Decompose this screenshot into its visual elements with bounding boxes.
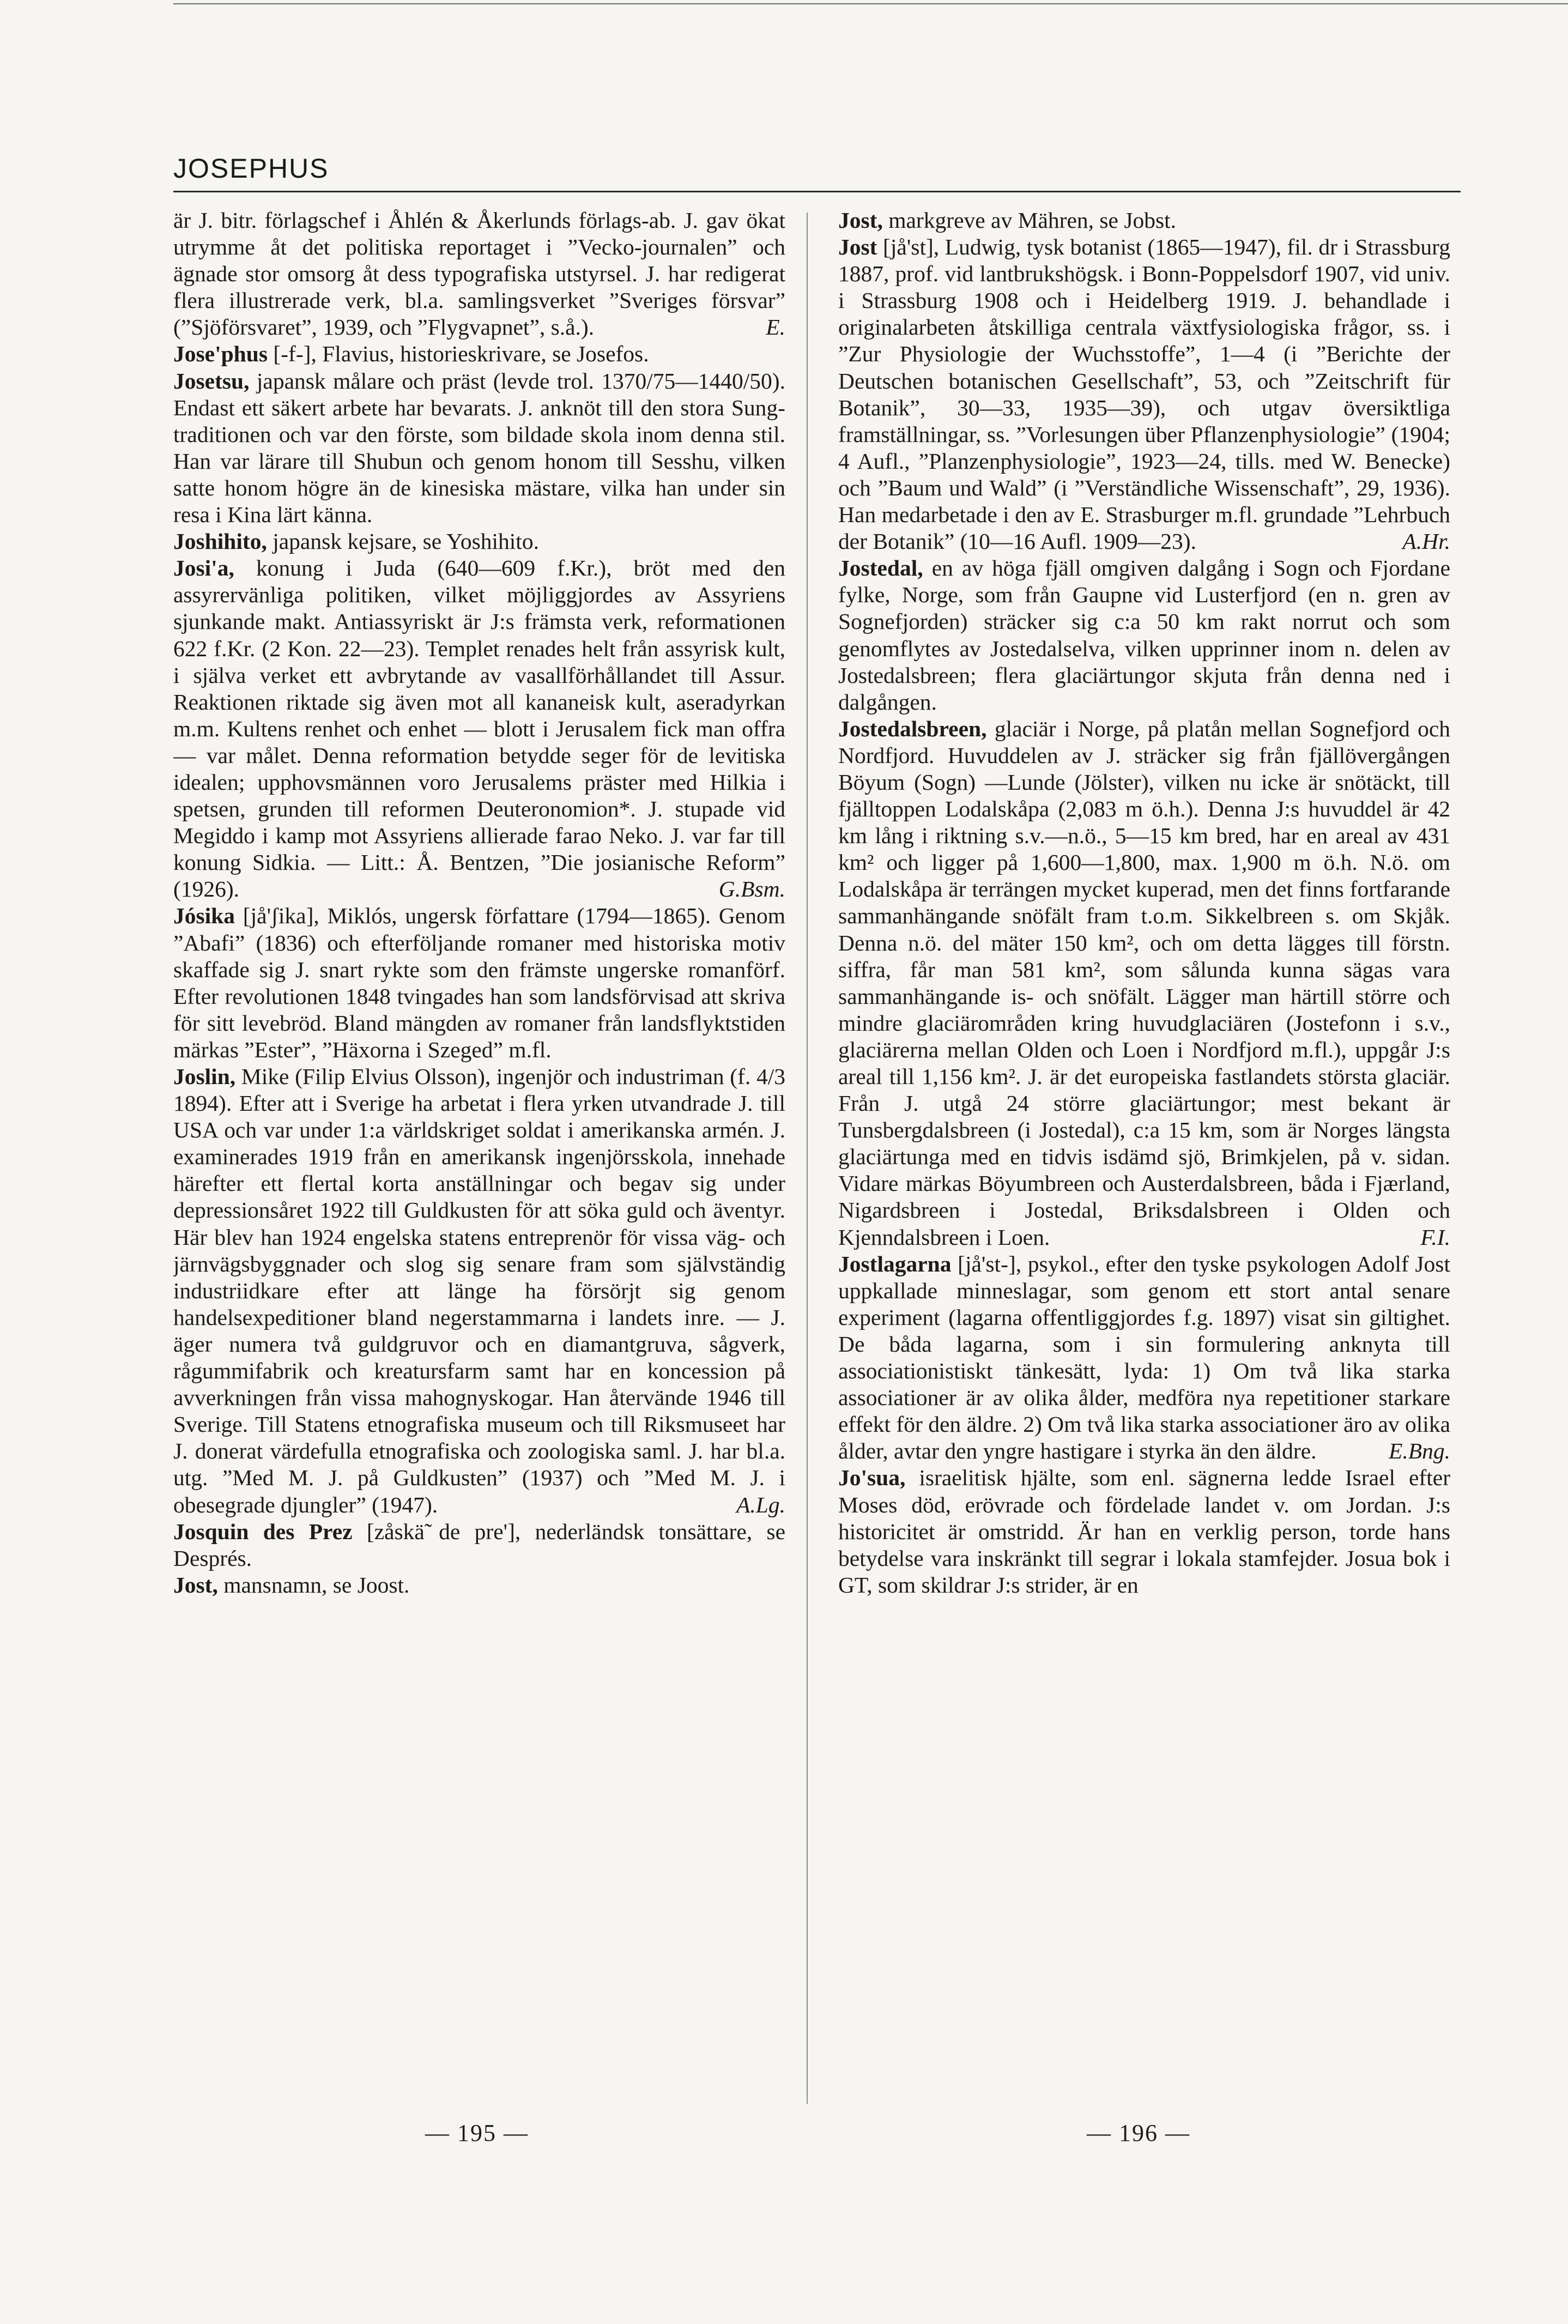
header-rule <box>173 191 1461 192</box>
entry-text: [jå'ʃika], Miklós, ungersk författare (1794—1865). Genom ”Abafi” (1836) och efterföljande romaner med historiska motiv skaffade sig J. snart rykte som den främste ungerske romanförf. Efter revolutionen 1848 tvingades han som landsförvisad att skriva för sitt levebröd. Bland mängden av romaner från landsflyktstiden märkas ”Ester”, ”Häxorna i Szeged” m.fl. <box>173 903 785 1062</box>
entry-headword: Jost, <box>838 208 883 233</box>
entry-text: är J. bitr. förlagschef i Åhlén & Åkerlunds förlags-ab. J. gav ökat utrymme åt det politiska reportaget i ”Vecko-journalen” och ägnade stor omsorg åt dess typografiska utstyrsel. J. har redigerat flera illustrerade verk, bl.a. samlingsverket ”Sveriges försvar” (”Sjöförsvaret”, 1939, och ”Flygvapnet”, s.å.). <box>173 208 785 340</box>
entry-text: Mike (Filip Elvius Olsson), ingenjör och industriman (f. 4/3 1894). Efter att i Sverige ha arbetat i flera yrken utvandrade J. till USA och var under 1:a världskriget soldat i amerikanska armén. J. examinerades 1919 från en amerikansk ingenjörsskola, innehade härefter ett flertal korta anställningar och begav sig under depressionsåret 1922 till Guldkusten för att söka guld och äventyr. Här blev han 1924 engelska statens entreprenör för vissa väg- och järnvägsbyggnader och slog sig senare fram som självständig industriidkare efter att länge ha försörjt sig genom handelsexpeditioner bland negerstammarna i landets inre. — J. äger numera två guldgruvor och en diamantgruva, sågverk, rågummifabrik och kreatursfarm samt har en koncession på avverkningen från vissa mahognyskogar. Han återvände 1946 till Sverige. Till Statens etnografiska museum och till Riksmuseet har J. donerat värdefulla etnografiska och zoologiska saml. J. har bl.a. utg. ”Med M. J. på Guldkusten” (1937) och ”Med M. J. i obesegrade djungler” (1947). <box>173 1064 785 1517</box>
column-divider <box>807 213 808 2104</box>
article-entry <box>838 1251 1450 1465</box>
entry-headword: Jost <box>838 234 877 260</box>
entry-headword: Jo'sua, <box>838 1465 906 1491</box>
entry-text: japansk kejsare, se Yoshihito. <box>273 529 539 554</box>
entry-headword: Josquin des Prez <box>173 1518 353 1544</box>
entry-headword: Jostedal, <box>838 555 923 581</box>
article-entry <box>173 368 785 529</box>
entry-text: mansnamn, se Joost. <box>223 1572 410 1597</box>
entry-headword: Jostlagarna <box>838 1251 952 1276</box>
article-entry <box>173 1572 785 1599</box>
author-signature: E. <box>766 314 785 340</box>
entry-text: en av höga fjäll omgiven dalgång i Sogn och Fjordane fylke, Norge, som från Gaupne vid Lusterfjord (en n. gren av Sognefjorden) sträcker sig c:a 50 km rakt norrut och som genomflytes av Jostedalselva, vilken upprinner inom n. delen av Jostedalsbreen; flera glaciärtungor skjuta från denna ned i dalgången. <box>838 555 1450 715</box>
article-entry <box>838 1464 1450 1598</box>
entry-text: glaciär i Norge, på platån mellan Sognefjord och Nordfjord. Huvuddelen av J. sträcker sig från fjällövergången Böyum (Sogn) —Lunde (Jölster), vilken nu icke är snötäckt, till fjälltoppen Lodalskåpa (2,083 m ö.h.). Denna J:s huvuddel är 42 km lång i riktning s.v.—n.ö., 5—15 km bred, har en areal av 431 km² och ligger på 1,600—1,800, max. 1,900 m ö.h. N.ö. om Lodalskåpa är terrängen mycket kuperad, men det finns fortfarande sammanhängande snöfält fram t.o.m. Sikkelbreen s. om Skjåk. Denna n.ö. del mäter 150 km², och om detta lägges till förstn. siffra, får man 581 km², som sålunda kunna sägas vara sammanhängande is- och snöfält. Lägger man härtill större och mindre glaciärområden kring huvudglaciären (Jostefonn i s.v., glaciärerna mellan Olden och Loen i Nordfjord m.fl.), uppgår J:s areal till 1,156 km². J. är det europeiska fastlandets största glaciär. Från J. utgå 24 större glaciärtungor; mest bekant är Tunsbergdalsbreen (i Jostedal), c:a 15 km, som är Norges längsta glaciärtunga med en tidvis isdämd sjö, Brimkjelen, på v. sidan. Vidare märkas Böyumbreen och Austerdalsbreen, båda i Fjærland, Nigardsbreen i Jostedal, Briksdalsbreen i Olden och Kjenndalsbreen i Loen. <box>838 716 1450 1250</box>
article-entry <box>838 234 1450 555</box>
article-entry <box>173 207 785 341</box>
entry-headword: Jostedalsbreen, <box>838 716 987 741</box>
entry-text: [zåskä̃ de pre'], nederländsk tonsättare, se Després. <box>173 1518 785 1571</box>
article-entry <box>173 1063 785 1518</box>
running-header: JOSEPHUS <box>173 153 329 184</box>
author-signature: A.Hr. <box>1402 529 1450 554</box>
entry-headword: Joslin, <box>173 1064 236 1089</box>
author-signature: G.Bsm. <box>718 876 785 902</box>
entry-headword: Jósika <box>173 903 235 929</box>
page-number-left: — 195 — <box>425 2120 529 2146</box>
entry-text: [-f-], Flavius, historieskrivare, se Josefos. <box>273 341 649 367</box>
entry-text: konung i Juda (640—609 f.Kr.), bröt med den assyrervänliga politiken, vilket möjliggjordes av Assyriens sjunkande makt. Antiassyriskt är J:s främsta verk, reformationen 622 f.Kr. (2 Kon. 22—23). Templet renades helt från assyrisk kult, i själva verket ett avbrytande av vasallförhållandet till Assur. Reaktionen riktade sig även mot all kananeisk kult, aseradyrkan m.m. Kultens renhet och enhet — blott i Jerusalem fick man offra — var målet. Denna reformation betydde seger för de levitiska idealen; upphovsmännen voro Jerusalems präster med Hilkia i spetsen, grunden till reformen Deuteronomion*. J. stupade vid Megiddo i kamp mot Assyriens allierade farao Neko. J. var far till konung Sidkia. — Litt.: Å. Bentzen, ”Die josianische Reform” (1926). <box>173 555 785 902</box>
entry-headword: Josetsu, <box>173 368 250 394</box>
entry-text: markgreve av Mähren, se Jobst. <box>888 208 1177 233</box>
article-entry <box>173 903 785 1063</box>
article-entry <box>173 1518 785 1572</box>
article-entry <box>173 341 785 367</box>
article-entry <box>173 555 785 903</box>
page-number-right: — 196 — <box>1087 2120 1190 2146</box>
entry-text: japansk målare och präst (levde trol. 1370/75—1440/50). Endast ett säkert arbete har bevarats. J. anknöt till den stora Sung-traditionen och var den förste, som bildade skola inom denna stil. Han var lärare till Shubun och genom honom till Sesshu, vilken satte honom högre än de kinesiska mästare, vilka han under sin resa i Kina lärt känna. <box>173 368 785 528</box>
entry-headword: Jose'phus <box>173 341 268 367</box>
entry-headword: Jost, <box>173 1572 218 1597</box>
entry-text: israelitisk hjälte, som enl. sägnerna ledde Israel efter Moses död, erövrade och fördelade landet v. om Jordan. J:s historicitet är omstridd. Är han en verklig person, torde hans betydelse vara inskränkt till segrar i lokala stamfejder. Josua bok i GT, som skildrar J:s strider, är en <box>838 1465 1450 1597</box>
article-entry <box>838 716 1450 1251</box>
scan-edge-line <box>173 3 1568 4</box>
left-column <box>173 207 785 2115</box>
article-entry <box>838 207 1450 234</box>
author-signature: A.Lg. <box>736 1492 785 1517</box>
article-entry <box>173 528 785 555</box>
right-column <box>838 207 1450 2115</box>
author-signature: E.Bng. <box>1389 1438 1450 1464</box>
author-signature: F.I. <box>1420 1224 1450 1250</box>
entry-text: [jå'st-], psykol., efter den tyske psykologen Adolf Jost uppkallade minneslagar, som genom ett stort antal senare experiment (lagarna offentliggjordes f.g. 1897) visat sin giltighet. De båda lagarna, som i sin formulering anknyta till associationistiskt tänkesätt, lyda: 1) Om två lika starka associationer är av olika ålder, medföra nya repetitioner starkare effekt för den äldre. 2) Om två lika starka associationer äro av olika ålder, avtar den yngre hastigare i styrka än den äldre. <box>838 1251 1450 1464</box>
entry-text: [jå'st], Ludwig, tysk botanist (1865—1947), fil. dr i Strassburg 1887, prof. vid lantbrukshögsk. i Bonn-Poppelsdorf 1907, vid univ. i Strassburg 1908 och i Heidelberg 1919. J. behandlade i originalarbeten åtskilliga centrala växtfysiologiska frågor, ss. i ”Zur Physiologie der Wuchsstoffe”, 1—4 (i ”Berichte der Deutschen botanischen Gesellschaft”, 53, och ”Zeitschrift für Botanik”, 30—33, 1935—39), och utgav översiktliga framställningar, ss. ”Vorlesungen über Pflanzenphysiologie” (1904; 4 Aufl., ”Planzenphysiologie”, 1923—24, tills. med W. Benecke) och ”Baum und Wald” (i ”Verständliche Wissenschaft”, 29, 1936). Han medarbetade i den av E. Strasburger m.fl. grundade ”Lehrbuch der Botanik” (10—16 Aufl. 1909—23). <box>838 234 1450 554</box>
article-entry <box>838 555 1450 716</box>
entry-headword: Joshihito, <box>173 529 267 554</box>
entry-headword: Josi'a, <box>173 555 234 581</box>
